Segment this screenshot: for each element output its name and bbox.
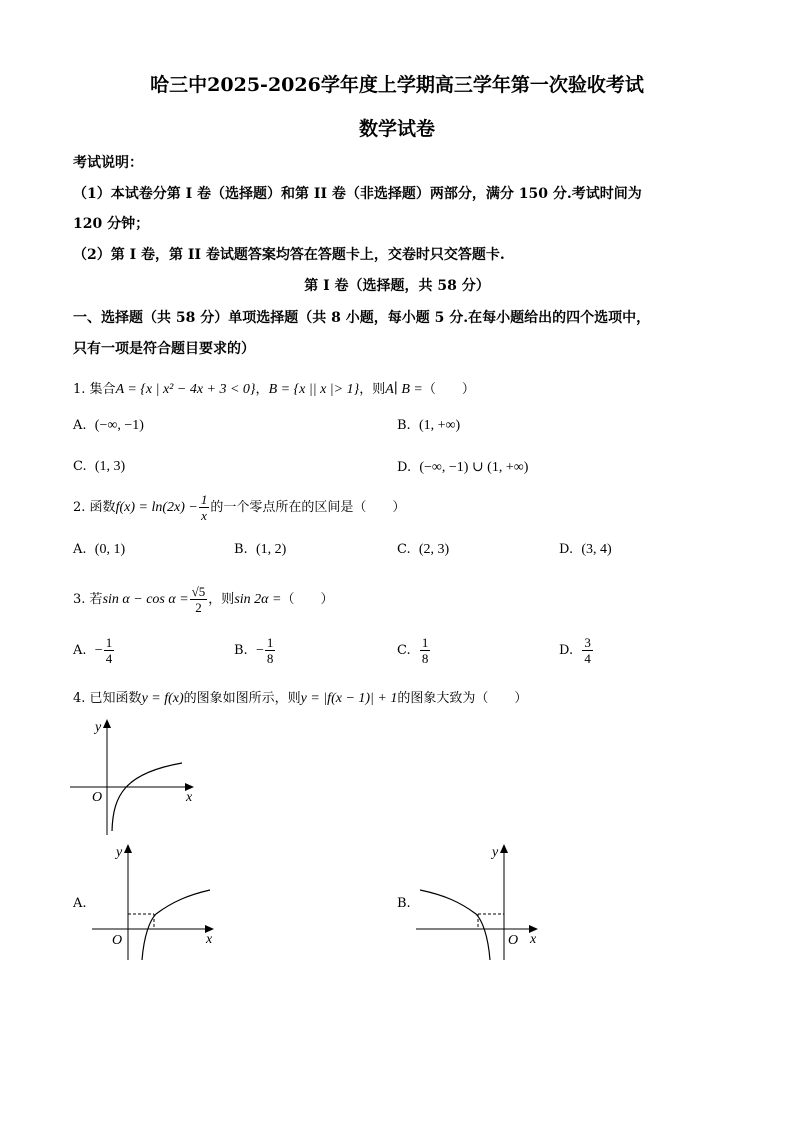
set-a-expression: A = {x | x² − 4x + 3 < 0} xyxy=(115,382,256,397)
option-value: (−∞, −1) xyxy=(94,418,144,433)
instructions-heading: 考试说明： xyxy=(73,155,143,171)
question-4-option-b-label[interactable]: B. xyxy=(397,896,411,911)
instruction-1-line-2: 120 分钟； xyxy=(73,216,150,232)
option-label: D. xyxy=(397,460,412,475)
option-sign: − xyxy=(94,643,103,658)
question-4-option-a-label[interactable]: A. xyxy=(73,896,87,911)
question-2-stem xyxy=(73,492,405,523)
option-label: A. xyxy=(73,418,87,433)
option-label: C. xyxy=(397,542,411,557)
option-label: B. xyxy=(397,418,411,433)
function-curve xyxy=(142,890,210,960)
question-2-option-a[interactable] xyxy=(73,542,125,558)
option-value: (3, 4) xyxy=(581,542,612,557)
question-4-option-b-graph[interactable] xyxy=(416,840,548,962)
fraction-numerator: 1 xyxy=(105,635,113,650)
y-axis-arrow-icon xyxy=(500,844,508,853)
origin-label: O xyxy=(508,933,519,948)
x-axis-label: x xyxy=(206,932,213,947)
fraction-numerator: √5 xyxy=(191,584,206,599)
y-axis-label: y xyxy=(95,720,102,735)
question-number: 4. xyxy=(73,691,86,706)
question-number: 3. xyxy=(73,592,86,607)
function-expression: f(x) = ln(2x) − xyxy=(115,500,198,515)
fraction xyxy=(190,584,208,615)
question-3-stem xyxy=(73,584,333,615)
given-function-graph xyxy=(70,715,200,837)
question-3-option-a[interactable] xyxy=(73,635,115,666)
question-number: 2. xyxy=(73,500,86,515)
question-2-option-b[interactable] xyxy=(234,542,286,558)
fraction-numerator: 1 xyxy=(421,635,429,650)
equation-expression: sin α − cos α = xyxy=(102,592,189,607)
fraction-denominator: 4 xyxy=(105,651,113,666)
stem-text: 的一个零点所在的区间是（ ） xyxy=(210,500,406,515)
question-4-stem xyxy=(73,687,527,707)
option-fraction xyxy=(104,635,115,666)
stem-text: （ ） xyxy=(422,382,475,397)
question-3-option-d[interactable] xyxy=(559,635,594,666)
question-number: 1. xyxy=(73,382,86,397)
option-label: C. xyxy=(73,459,87,474)
question-1-option-c[interactable] xyxy=(73,459,125,475)
option-value: (0, 1) xyxy=(94,542,126,557)
fraction-denominator: 2 xyxy=(195,600,202,615)
origin-label: O xyxy=(92,790,103,805)
stem-text: 若 xyxy=(89,592,103,607)
option-value: (−∞, −1) ∪ (1, +∞) xyxy=(419,460,529,475)
instruction-1-line-1: （1）本试卷分第 I 卷（选择题）和第 II 卷（非选择题）两部分，满分 150 分.考试时间为 xyxy=(73,186,642,202)
stem-text: （ ） xyxy=(281,592,334,607)
question-2-option-c[interactable] xyxy=(397,542,449,558)
question-1-stem xyxy=(73,378,475,398)
option-fraction xyxy=(582,635,593,666)
function-expression: y = f(x) xyxy=(141,691,184,706)
option-label: C. xyxy=(397,643,411,658)
part1-heading: 第 I 卷（选择题，共 58 分） xyxy=(304,278,490,294)
section-instruction-line-1: 一、选择题（共 58 分）单项选择题（共 8 小题，每小题 5 分.在每小题给出的四个选项中， xyxy=(73,310,651,326)
question-3-option-b[interactable] xyxy=(234,635,276,666)
question-1-option-d[interactable] xyxy=(397,459,528,476)
y-axis-label: y xyxy=(492,845,499,860)
x-axis-label: x xyxy=(530,932,537,947)
exam-title: 哈三中2025-2026学年度上学期高三学年第一次验收考试 xyxy=(150,74,644,96)
set-b-expression: B = {x || x |> 1} xyxy=(268,382,360,397)
stem-text: ，则 xyxy=(359,382,386,397)
fraction-denominator: 8 xyxy=(266,651,274,666)
y-axis-arrow-icon xyxy=(103,719,111,728)
y-axis-label: y xyxy=(116,845,123,860)
fraction-numerator: 3 xyxy=(584,635,591,650)
fraction-denominator: x xyxy=(201,508,207,523)
question-4-option-a-graph[interactable] xyxy=(92,840,224,962)
stem-text: ，则 xyxy=(208,592,235,607)
exam-subtitle: 数学试卷 xyxy=(358,118,435,140)
function-curve xyxy=(112,763,182,831)
fraction-numerator: 1 xyxy=(200,492,208,507)
stem-text: 的图象如图所示，则 xyxy=(183,691,301,706)
target-expression: sin 2α = xyxy=(234,592,282,607)
target-expression: y = |f(x − 1)| + 1 xyxy=(300,691,398,706)
instruction-2: （2）第 I 卷，第 II 卷试题答案均答在答题卡上，交卷时只交答题卡. xyxy=(73,247,505,263)
fraction-denominator: 4 xyxy=(584,651,591,666)
option-label: D. xyxy=(559,643,574,658)
stem-text: 的图象大致为（ ） xyxy=(397,691,528,706)
option-fraction xyxy=(420,635,431,666)
option-value: (1, 3) xyxy=(94,459,126,474)
option-value: (2, 3) xyxy=(418,542,450,557)
y-axis-arrow-icon xyxy=(124,844,132,853)
option-label: A. xyxy=(73,542,87,557)
stem-text: 已知函数 xyxy=(89,691,142,706)
option-fraction xyxy=(265,635,276,666)
question-2-option-d[interactable] xyxy=(559,542,612,558)
option-label: B. xyxy=(234,643,248,658)
origin-label: O xyxy=(112,933,123,948)
option-value: (1, 2) xyxy=(255,542,287,557)
option-value: (1, +∞) xyxy=(418,418,461,433)
option-sign: − xyxy=(255,643,264,658)
fraction xyxy=(199,492,210,523)
option-label: D. xyxy=(559,542,574,557)
question-1-option-b[interactable] xyxy=(397,418,460,434)
question-1-option-a[interactable] xyxy=(73,418,144,434)
option-label: A. xyxy=(73,643,87,658)
section-instruction-line-2: 只有一项是符合题目要求的） xyxy=(73,341,255,357)
stem-text: 函数 xyxy=(89,500,116,515)
intersection-expression: A∣ B = xyxy=(385,382,423,397)
fraction-denominator: 8 xyxy=(421,651,429,666)
function-curve xyxy=(420,890,490,960)
fraction-numerator: 1 xyxy=(266,635,274,650)
stem-text: 集合 xyxy=(89,382,116,397)
question-3-option-c[interactable] xyxy=(397,635,431,666)
x-axis-label: x xyxy=(186,790,193,805)
option-label: B. xyxy=(234,542,248,557)
stem-text: ， xyxy=(255,382,269,397)
